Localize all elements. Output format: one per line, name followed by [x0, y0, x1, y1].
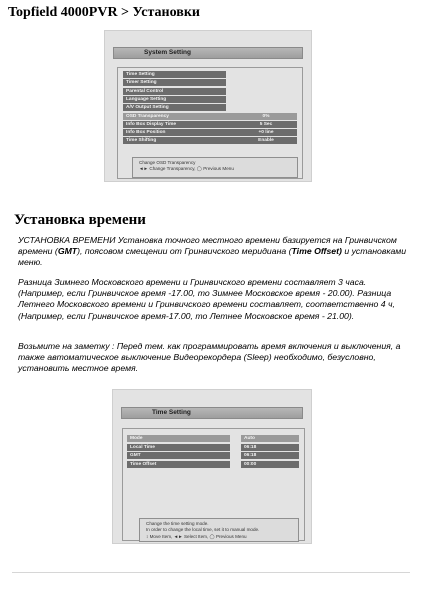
- system-setting-help-box: [132, 157, 298, 178]
- section-title: Установка времени: [14, 212, 146, 228]
- help-text-line2: [139, 166, 291, 172]
- exit-button-icon: ◯: [209, 533, 215, 539]
- up-down-arrows-icon: ↕: [146, 533, 149, 539]
- time-setting-value[interactable]: 06:18: [241, 444, 299, 451]
- menu-item[interactable]: A/V Output Setting: [123, 104, 226, 111]
- time-setting-label[interactable]: Mode: [127, 435, 230, 442]
- time-setting-value[interactable]: 00:00: [241, 461, 299, 468]
- menu-item[interactable]: Info Box Display Time: [123, 121, 235, 128]
- help-select-item: Select Item,: [183, 533, 209, 539]
- help-text-line3: [146, 534, 292, 540]
- left-right-arrows-icon: ◄►: [173, 533, 183, 539]
- time-setting-value[interactable]: 06:18: [241, 452, 299, 459]
- menu-item[interactable]: Info Box Position: [123, 129, 235, 136]
- menu-item[interactable]: Timer Setting: [123, 79, 226, 86]
- setting-value[interactable]: 0%: [235, 113, 297, 120]
- time-setting-title: Time Setting: [121, 407, 303, 419]
- help-text-line1: Change OSD Transparency: [139, 160, 196, 165]
- footer-divider: [12, 572, 410, 573]
- left-right-arrows-icon: ◄►: [139, 166, 149, 172]
- page-title: Topfield 4000PVR > Установки: [8, 5, 200, 20]
- help-previous-menu: Previous Menu: [203, 166, 234, 172]
- paragraph-time-difference: Разница Зимнего Московского времени и Гринвичского времени составляет 3 часа. (Например, если Гринвичское время -17.00, то Зимнее Московское время - 20.00). Разница Летнего Московского времени и Гринвичского времени составляет, соответственно 4 ч, (Например, если Гринвичское время-17.00, то Летнее Московское время - 21.00).: [18, 277, 395, 321]
- paragraph-time-setting: УСТАНОВКА ВРЕМЕНИ Установка точного местного времени базируется на Гринвичском времени (GMT), поясовом смещении от Гринвичского меридиана (Time Offset) и установками меню.: [18, 235, 407, 268]
- time-setting-help-box: [139, 518, 299, 542]
- system-setting-screen: [104, 30, 312, 182]
- help-move-item: Move Item,: [149, 533, 173, 539]
- system-setting-title: System Setting: [113, 47, 303, 59]
- menu-item[interactable]: OSD Transparency: [123, 113, 235, 120]
- menu-item[interactable]: Time Setting: [123, 71, 226, 78]
- time-setting-screen: [112, 389, 312, 544]
- time-setting-label[interactable]: GMT: [127, 452, 230, 459]
- time-setting-label[interactable]: Time Offset: [127, 461, 230, 468]
- help-text-line2: In order to change the local time, set it to manual mode.: [146, 527, 260, 533]
- help-text-line1: Change the time setting mode.: [146, 521, 209, 526]
- menu-item[interactable]: Parental Control: [123, 88, 226, 95]
- setting-value[interactable]: Enable: [235, 137, 297, 144]
- help-previous-menu: Previous Menu: [215, 533, 247, 539]
- menu-item[interactable]: Language Setting: [123, 96, 226, 103]
- time-setting-label[interactable]: Local Time: [127, 444, 230, 451]
- setting-value[interactable]: +0 line: [235, 129, 297, 136]
- time-setting-value[interactable]: Auto: [241, 435, 299, 442]
- setting-value[interactable]: 5 Sec: [235, 121, 297, 128]
- menu-item[interactable]: Time Shifting: [123, 137, 235, 144]
- help-change-transparency: Change Transparency,: [149, 166, 196, 172]
- exit-button-icon: ◯: [196, 166, 202, 172]
- paragraph-note: Возьмите на заметку : Перед тем. как программировать время включения и выключения, а также автоматическое выключение Видеорекордера (Sleep) необходимо, безусловно, установить местное время.: [18, 341, 401, 374]
